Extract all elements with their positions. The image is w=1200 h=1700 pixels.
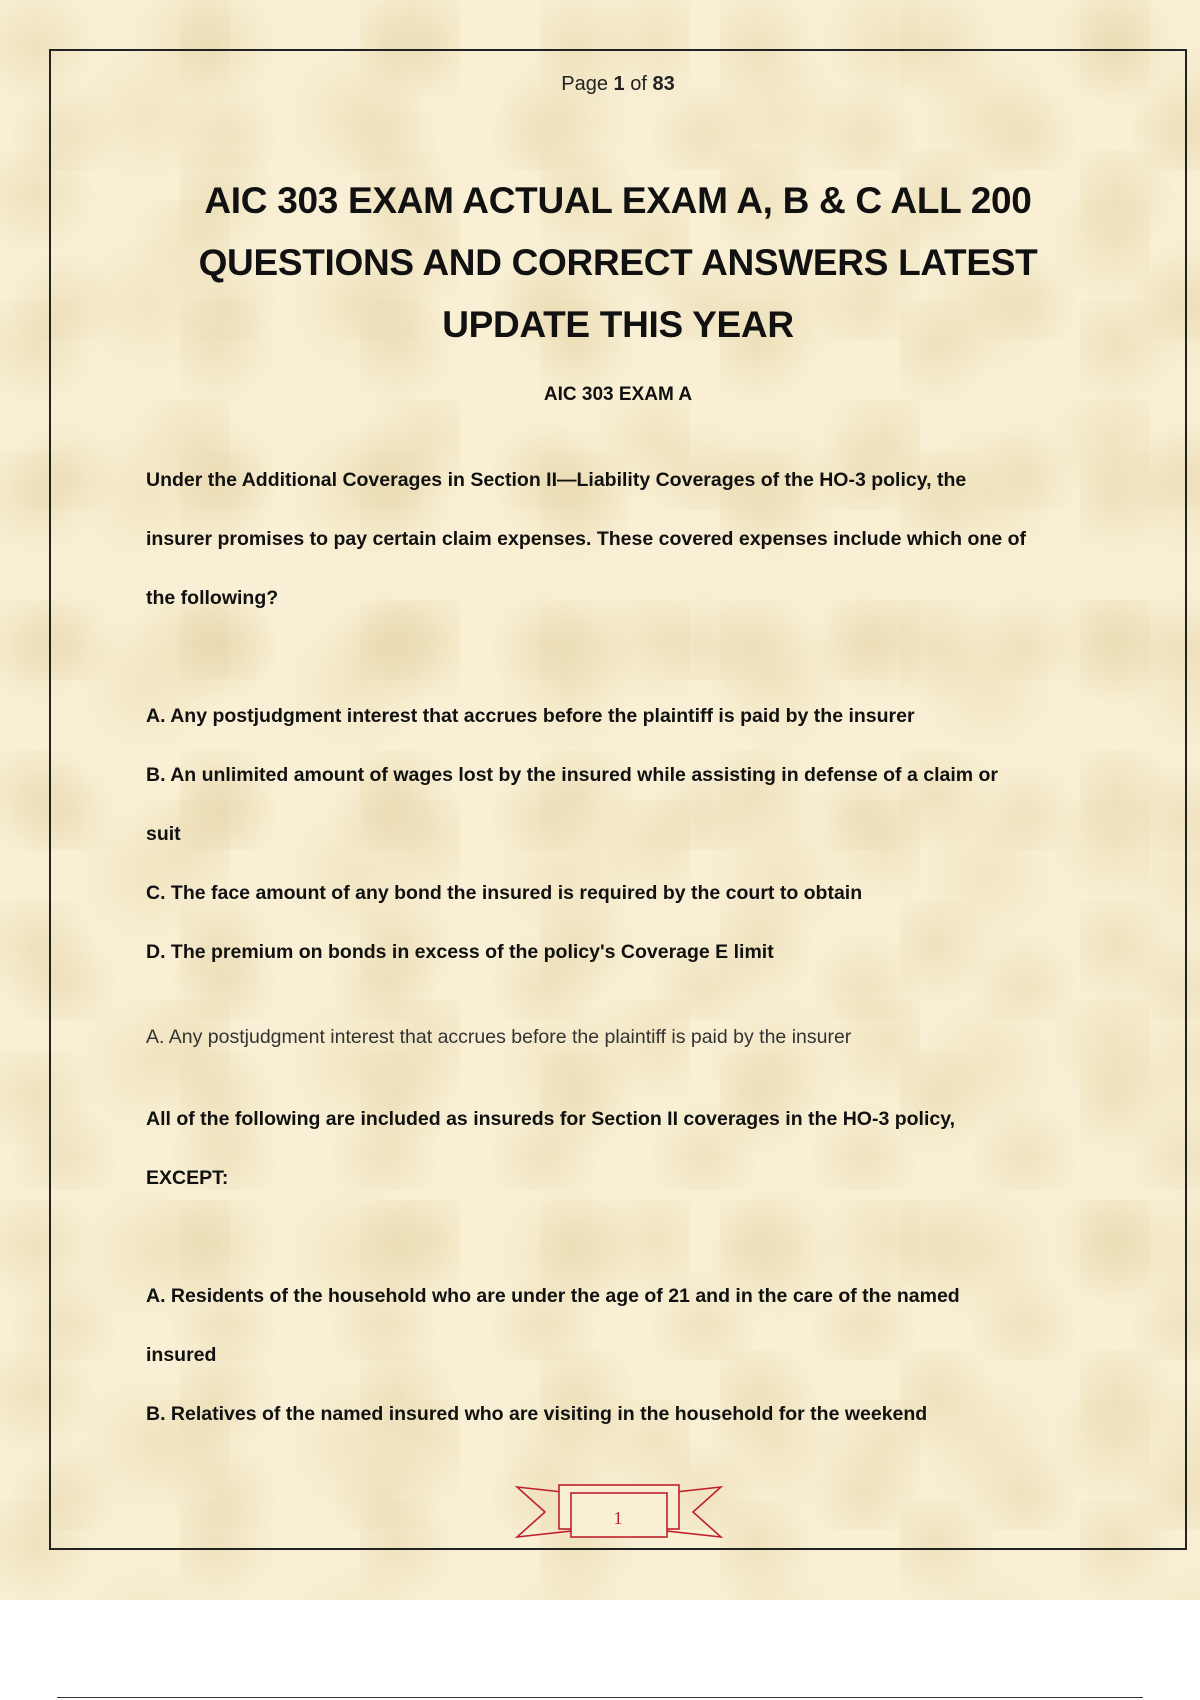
title-line: AIC 303 EXAM ACTUAL EXAM A, B & C ALL 200 [204, 180, 1032, 221]
footer-page-number: 1 [613, 1508, 623, 1528]
question-2-options [146, 1267, 1106, 1444]
current-page: 1 [613, 73, 625, 95]
question-1-options [146, 687, 1106, 982]
question-1-answer: A. Any postjudgment interest that accrues before the plaintiff is paid by the insurer [146, 1026, 852, 1048]
question-line: All of the following are included as insureds for Section II coverages in the HO-3 policy, [146, 1108, 956, 1130]
option-a: A. Residents of the household who are under the age of 21 and in the care of the named [146, 1285, 960, 1307]
question-2-text [146, 1090, 1106, 1208]
footer-divider [57, 1697, 1143, 1698]
option-b: B. Relatives of the named insured who are visiting in the household for the weekend [146, 1403, 928, 1425]
question-line: the following? [146, 587, 279, 609]
question-line: EXCEPT: [146, 1167, 229, 1189]
option-b: B. An unlimited amount of wages lost by the insured while assisting in defense of a claim or [146, 764, 999, 786]
document-title [150, 170, 1086, 356]
total-pages: 83 [652, 73, 675, 95]
title-line: QUESTIONS AND CORRECT ANSWERS LATEST [198, 242, 1038, 283]
option-a: A. Any postjudgment interest that accrues before the plaintiff is paid by the insurer [146, 705, 915, 727]
option-c: C. The face amount of any bond the insured is required by the court to obtain [146, 882, 863, 904]
option-d: D. The premium on bonds in excess of the policy's Coverage E limit [146, 941, 774, 963]
question-line: insurer promises to pay certain claim expenses. These covered expenses include which one of [146, 528, 1026, 550]
title-line: UPDATE THIS YEAR [442, 304, 794, 345]
option-b-continued: suit [146, 823, 181, 845]
option-a-continued: insured [146, 1344, 217, 1366]
question-1-text [146, 451, 1106, 628]
exam-subtitle: AIC 303 EXAM A [543, 384, 693, 405]
page-header: Page 1 of 83 [561, 73, 675, 95]
question-line: Under the Additional Coverages in Section II—Liability Coverages of the HO-3 policy, the [146, 469, 967, 491]
